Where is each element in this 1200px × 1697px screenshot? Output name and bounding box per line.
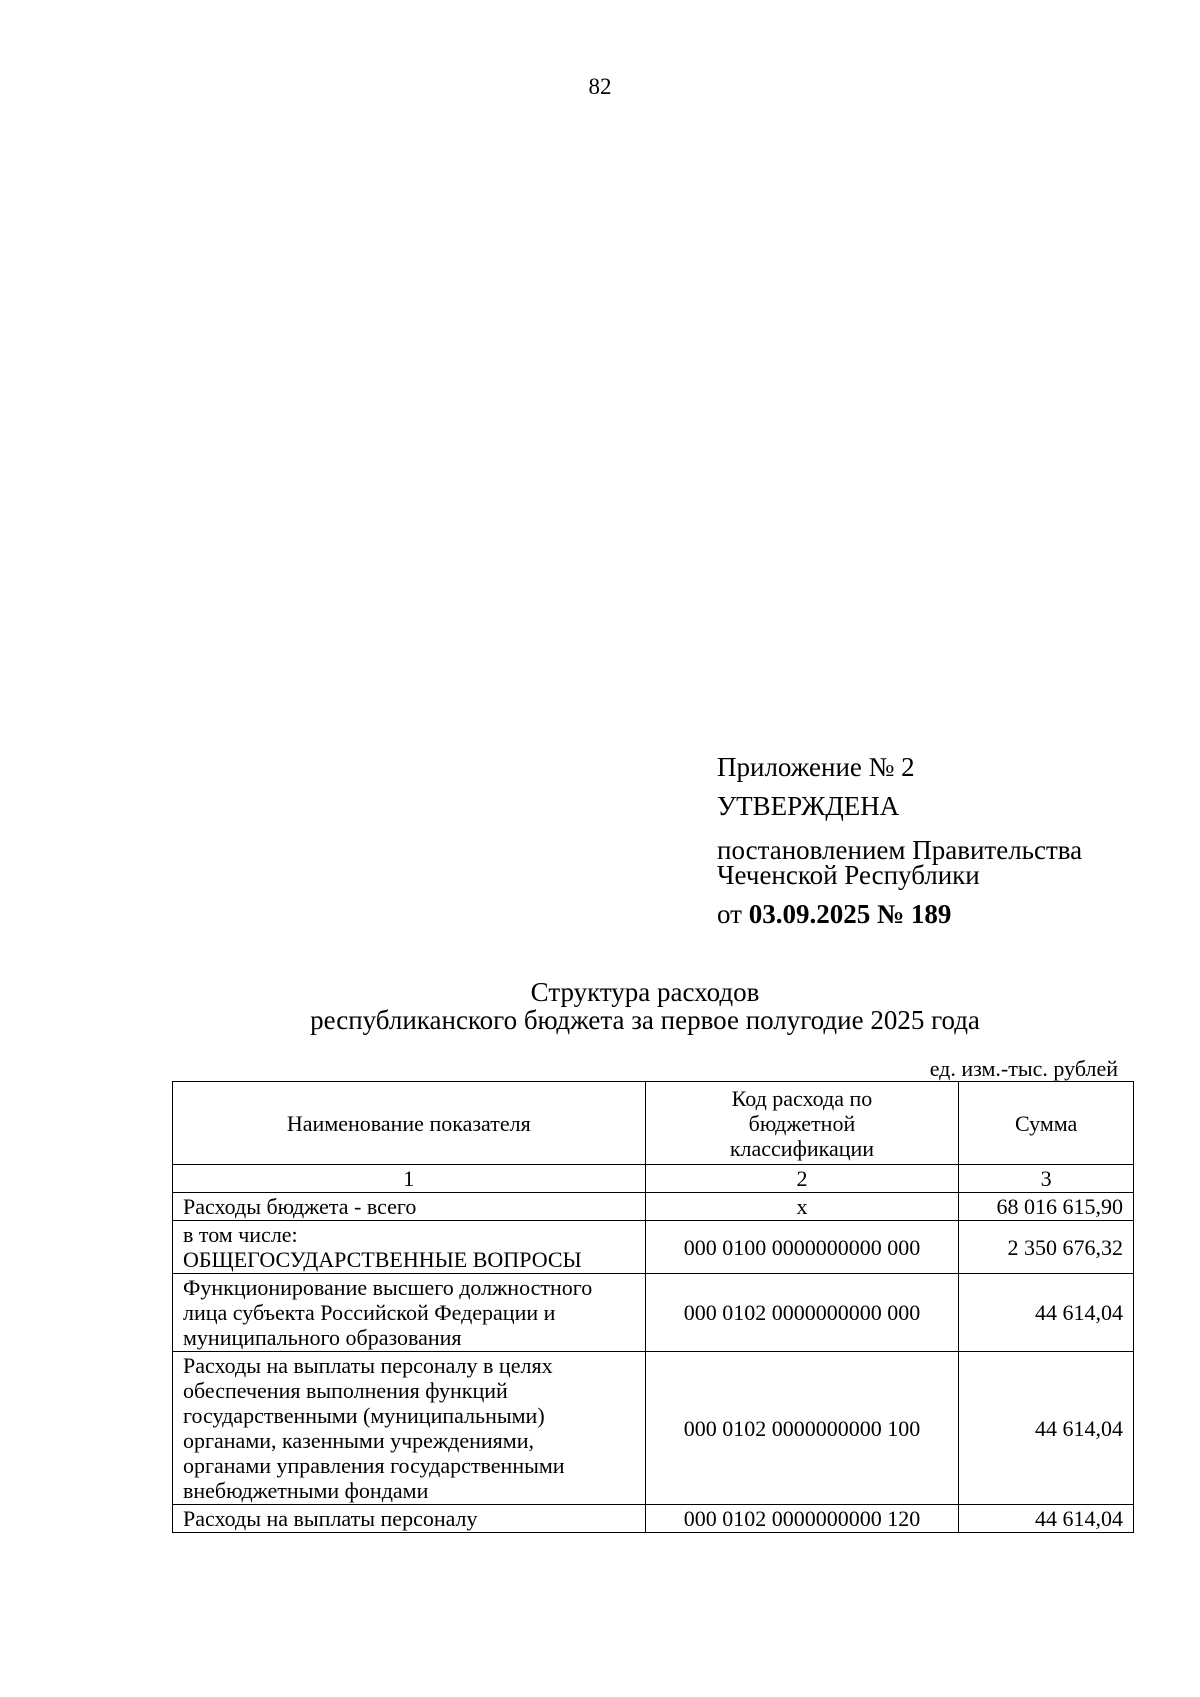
row-code: 000 0102 0000000000 000 (645, 1274, 959, 1352)
table-row (173, 1352, 1134, 1505)
approval-block (717, 752, 1177, 930)
table-row (173, 1221, 1134, 1274)
date-prefix: от (717, 899, 742, 929)
approved-label: УТВЕРЖДЕНА (717, 791, 900, 821)
resolution-label: постановлением Правительства (717, 835, 1083, 865)
page-number: 82 (588, 74, 612, 99)
row-name-cell (173, 1221, 646, 1274)
column-number: 2 (645, 1165, 959, 1193)
row-name: Расходы на выплаты персоналу (173, 1505, 646, 1533)
row-code: 000 0102 0000000000 120 (645, 1505, 959, 1533)
row-amount: 68 016 615,90 (959, 1193, 1134, 1221)
row-name: Расходы на выплаты персоналу в целях обеспечения выполнения функций государственными (муниципальными) органами, казенными учреждениями, органами управления государственными внебюджетными фондами (173, 1352, 646, 1505)
header-amount: Сумма (959, 1082, 1134, 1165)
row-amount: 44 614,04 (959, 1352, 1134, 1505)
unit-label: ед. изм.-тыс. рублей (929, 1056, 1118, 1081)
date-number: 03.09.2025 № 189 (748, 899, 952, 929)
column-number: 1 (173, 1165, 646, 1193)
row-code: 000 0100 0000000000 000 (645, 1221, 959, 1274)
header-code: Код расхода по бюджетной классификации (645, 1082, 959, 1165)
title-line-2: республиканского бюджета за первое полугодие 2025 года (310, 1005, 980, 1035)
appendix-number: Приложение № 2 (717, 752, 915, 782)
column-number-row (173, 1165, 1134, 1193)
table-header-row (173, 1082, 1134, 1165)
title-line-1: Структура расходов (530, 977, 760, 1007)
row-name-prefix: в том числе: (183, 1222, 298, 1247)
table-row (173, 1193, 1134, 1221)
row-amount: 2 350 676,32 (959, 1221, 1134, 1274)
header-name: Наименование показателя (173, 1082, 646, 1165)
row-code: 000 0102 0000000000 100 (645, 1352, 959, 1505)
document-title (0, 978, 1200, 1034)
row-amount: 44 614,04 (959, 1274, 1134, 1352)
row-name: Расходы бюджета - всего (173, 1193, 646, 1221)
row-name: Функционирование высшего должностного лица субъекта Российской Федерации и муниципального образования (173, 1274, 646, 1352)
row-name: ОБЩЕГОСУДАРСТВЕННЫЕ ВОПРОСЫ (183, 1247, 582, 1272)
table-row (173, 1505, 1134, 1533)
republic-name: Чеченской Республики (717, 860, 980, 890)
row-amount: 44 614,04 (959, 1505, 1134, 1533)
row-code: x (645, 1193, 959, 1221)
table-row (173, 1274, 1134, 1352)
column-number: 3 (959, 1165, 1134, 1193)
resolution-date (717, 899, 1177, 930)
budget-table (172, 1081, 1134, 1533)
